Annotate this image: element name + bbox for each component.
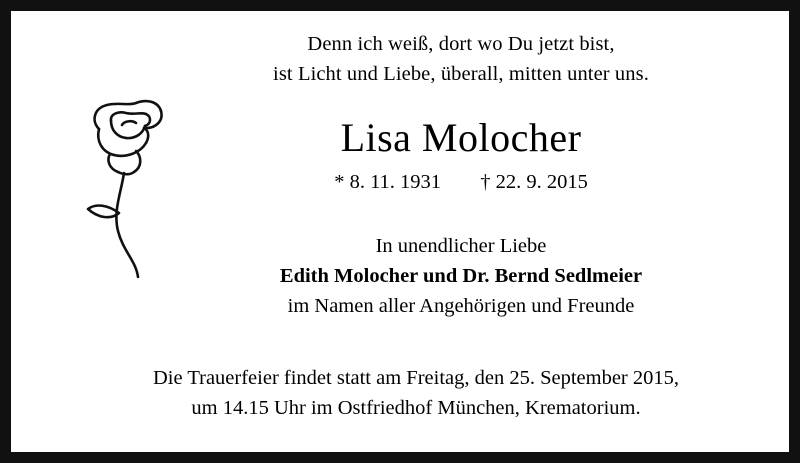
verse-line-1: Denn ich weiß, dort wo Du jetzt bist,: [307, 33, 615, 55]
deceased-name: Lisa Molocher: [340, 115, 582, 160]
border-left: [0, 0, 11, 463]
survivors-names: Edith Molocher und Dr. Bernd Sedlmeier: [279, 265, 643, 287]
notice-text: [161, 29, 761, 321]
ceremony-details: [71, 363, 761, 423]
ceremony-line-1: Die Trauerfeier findet statt am Freitag, den 25. September 2015,: [152, 367, 680, 389]
survivors-note: im Namen aller Angehörigen und Freunde: [287, 295, 635, 317]
dedication-line: In unendlicher Liebe: [375, 235, 547, 257]
border-right: [789, 0, 800, 463]
verse: [161, 29, 761, 89]
birth-date: * 8. 11. 1931: [334, 171, 442, 193]
border-bottom: [0, 452, 800, 463]
life-dates: [161, 169, 761, 195]
notice-inner: [11, 11, 789, 452]
death-date: † 22. 9. 2015: [480, 171, 588, 193]
border-top: [0, 0, 800, 11]
verse-line-2: ist Licht und Liebe, überall, mitten unter uns.: [273, 63, 649, 85]
ceremony-line-2: um 14.15 Uhr im Ostfriedhof München, Krematorium.: [191, 397, 641, 419]
family-block: [161, 231, 761, 321]
